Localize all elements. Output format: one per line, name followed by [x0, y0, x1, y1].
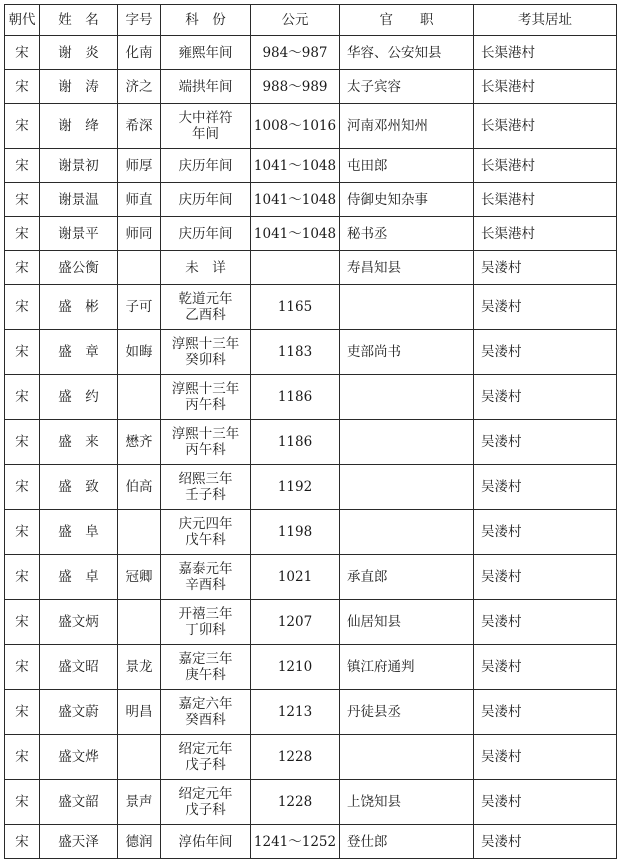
name-cell: 盛文蔚 — [40, 690, 118, 735]
dynasty-cell: 宋 — [5, 690, 40, 735]
residence-cell: 吴溇村 — [474, 251, 617, 285]
office-cell: 秘书丞 — [340, 217, 474, 251]
ad-year-cell: 1228 — [251, 735, 340, 780]
ad-year-cell: 988～989 — [251, 70, 340, 104]
ad-year-cell: 1228 — [251, 780, 340, 825]
dynasty-cell: 宋 — [5, 217, 40, 251]
ad-year-cell: 1192 — [251, 465, 340, 510]
courtesy-name-cell: 德润 — [118, 825, 161, 859]
residence-cell: 吴溇村 — [474, 510, 617, 555]
name-cell: 盛 阜 — [40, 510, 118, 555]
table-row — [5, 36, 617, 70]
office-cell — [340, 285, 474, 330]
ad-year-cell: 1183 — [251, 330, 340, 375]
courtesy-name-cell: 希深 — [118, 104, 161, 149]
office-cell: 吏部尚书 — [340, 330, 474, 375]
courtesy-name-cell — [118, 375, 161, 420]
exam-year-cell: 庆历年间 — [161, 183, 251, 217]
table-row — [5, 70, 617, 104]
dynasty-cell: 宋 — [5, 645, 40, 690]
exam-year-cell: 淳佑年间 — [161, 825, 251, 859]
table-row — [5, 825, 617, 859]
exam-year-cell: 端拱年间 — [161, 70, 251, 104]
office-cell: 华容、公安知县 — [340, 36, 474, 70]
name-cell: 盛公衡 — [40, 251, 118, 285]
ad-year-cell: 1207 — [251, 600, 340, 645]
ad-year-cell: 1213 — [251, 690, 340, 735]
residence-cell: 吴溇村 — [474, 330, 617, 375]
dynasty-cell: 宋 — [5, 780, 40, 825]
ad-year-cell: 1041～1048 — [251, 183, 340, 217]
name-cell: 盛 彬 — [40, 285, 118, 330]
courtesy-name-cell: 明昌 — [118, 690, 161, 735]
table-row — [5, 645, 617, 690]
dynasty-cell: 宋 — [5, 465, 40, 510]
residence-cell: 吴溇村 — [474, 645, 617, 690]
name-cell: 盛 约 — [40, 375, 118, 420]
name-cell: 盛 致 — [40, 465, 118, 510]
courtesy-name-cell — [118, 510, 161, 555]
courtesy-name-cell: 懋齐 — [118, 420, 161, 465]
table-row — [5, 149, 617, 183]
header-courtesy-name: 字号 — [118, 5, 161, 36]
name-cell: 盛文烨 — [40, 735, 118, 780]
dynasty-cell: 宋 — [5, 183, 40, 217]
office-cell: 镇江府通判 — [340, 645, 474, 690]
table-row — [5, 251, 617, 285]
table-row — [5, 735, 617, 780]
office-cell: 河南邓州知州 — [340, 104, 474, 149]
dynasty-cell: 宋 — [5, 375, 40, 420]
table-row — [5, 375, 617, 420]
office-cell — [340, 510, 474, 555]
table-row — [5, 780, 617, 825]
ad-year-cell: 1165 — [251, 285, 340, 330]
dynasty-cell: 宋 — [5, 600, 40, 645]
office-cell — [340, 735, 474, 780]
dynasty-cell: 宋 — [5, 420, 40, 465]
residence-cell: 吴溇村 — [474, 780, 617, 825]
exam-year-cell: 开禧三年 丁卯科 — [161, 600, 251, 645]
table-row — [5, 510, 617, 555]
courtesy-name-cell: 如晦 — [118, 330, 161, 375]
residence-cell: 吴溇村 — [474, 555, 617, 600]
residence-cell: 吴溇村 — [474, 465, 617, 510]
header-office: 官 职 — [340, 5, 474, 36]
table-row — [5, 217, 617, 251]
dynasty-cell: 宋 — [5, 330, 40, 375]
name-cell: 盛文昭 — [40, 645, 118, 690]
courtesy-name-cell: 景龙 — [118, 645, 161, 690]
name-cell: 盛 来 — [40, 420, 118, 465]
courtesy-name-cell — [118, 251, 161, 285]
ad-year-cell: 1008～1016 — [251, 104, 340, 149]
residence-cell: 吴溇村 — [474, 285, 617, 330]
exam-year-cell: 嘉泰元年 辛酉科 — [161, 555, 251, 600]
exam-year-cell: 淳熙十三年 丙午科 — [161, 420, 251, 465]
name-cell: 谢景初 — [40, 149, 118, 183]
name-cell: 盛天泽 — [40, 825, 118, 859]
ad-year-cell: 1210 — [251, 645, 340, 690]
dynasty-cell: 宋 — [5, 70, 40, 104]
dynasty-cell: 宋 — [5, 104, 40, 149]
residence-cell: 吴溇村 — [474, 600, 617, 645]
exam-year-cell: 未 详 — [161, 251, 251, 285]
residence-cell: 长渠港村 — [474, 36, 617, 70]
office-cell: 寿昌知县 — [340, 251, 474, 285]
courtesy-name-cell: 济之 — [118, 70, 161, 104]
dynasty-cell: 宋 — [5, 36, 40, 70]
residence-cell: 长渠港村 — [474, 70, 617, 104]
ad-year-cell: 1186 — [251, 375, 340, 420]
residence-cell: 长渠港村 — [474, 217, 617, 251]
residence-cell: 吴溇村 — [474, 690, 617, 735]
exam-year-cell: 雍熙年间 — [161, 36, 251, 70]
exam-year-cell: 大中祥符 年间 — [161, 104, 251, 149]
office-cell: 承直郎 — [340, 555, 474, 600]
exam-year-cell: 绍定元年 戊子科 — [161, 735, 251, 780]
ad-year-cell: 1041～1048 — [251, 149, 340, 183]
header-exam-year: 科 份 — [161, 5, 251, 36]
courtesy-name-cell: 师同 — [118, 217, 161, 251]
table-row — [5, 600, 617, 645]
dynasty-cell: 宋 — [5, 149, 40, 183]
table-row — [5, 285, 617, 330]
residence-cell: 吴溇村 — [474, 420, 617, 465]
header-ad-year: 公元 — [251, 5, 340, 36]
office-cell — [340, 375, 474, 420]
office-cell — [340, 420, 474, 465]
name-cell: 盛 卓 — [40, 555, 118, 600]
office-cell: 太子宾容 — [340, 70, 474, 104]
header-dynasty: 朝代 — [5, 5, 40, 36]
residence-cell: 长渠港村 — [474, 183, 617, 217]
office-cell — [340, 465, 474, 510]
ad-year-cell: 1021 — [251, 555, 340, 600]
office-cell: 丹徒县丞 — [340, 690, 474, 735]
name-cell: 盛文炳 — [40, 600, 118, 645]
exam-year-cell: 庆历年间 — [161, 217, 251, 251]
courtesy-name-cell — [118, 600, 161, 645]
dynasty-cell: 宋 — [5, 285, 40, 330]
ad-year-cell: 984～987 — [251, 36, 340, 70]
table-row — [5, 555, 617, 600]
courtesy-name-cell: 师直 — [118, 183, 161, 217]
exam-year-cell: 绍定元年 戊子科 — [161, 780, 251, 825]
exam-year-cell: 乾道元年 乙酉科 — [161, 285, 251, 330]
header-residence: 考其居址 — [474, 5, 617, 36]
table-row — [5, 330, 617, 375]
dynasty-cell: 宋 — [5, 555, 40, 600]
residence-cell: 长渠港村 — [474, 149, 617, 183]
office-cell: 仙居知县 — [340, 600, 474, 645]
name-cell: 谢 绛 — [40, 104, 118, 149]
courtesy-name-cell: 子可 — [118, 285, 161, 330]
ad-year-cell: 1041～1048 — [251, 217, 340, 251]
exam-year-cell: 嘉定三年 庚午科 — [161, 645, 251, 690]
residence-cell: 吴溇村 — [474, 825, 617, 859]
office-cell: 屯田郎 — [340, 149, 474, 183]
courtesy-name-cell: 化南 — [118, 36, 161, 70]
exam-year-cell: 庆元四年 戊午科 — [161, 510, 251, 555]
exam-year-cell: 庆历年间 — [161, 149, 251, 183]
residence-cell: 吴溇村 — [474, 735, 617, 780]
courtesy-name-cell — [118, 735, 161, 780]
table-row — [5, 690, 617, 735]
header-name: 姓 名 — [40, 5, 118, 36]
name-cell: 谢景平 — [40, 217, 118, 251]
office-cell: 侍御史知杂事 — [340, 183, 474, 217]
name-cell: 盛 章 — [40, 330, 118, 375]
name-cell: 盛文韶 — [40, 780, 118, 825]
name-cell: 谢景温 — [40, 183, 118, 217]
courtesy-name-cell: 景声 — [118, 780, 161, 825]
officials-table — [4, 4, 617, 859]
courtesy-name-cell: 冠卿 — [118, 555, 161, 600]
residence-cell: 吴溇村 — [474, 375, 617, 420]
ad-year-cell — [251, 251, 340, 285]
dynasty-cell: 宋 — [5, 735, 40, 780]
exam-year-cell: 嘉定六年 癸酉科 — [161, 690, 251, 735]
residence-cell: 长渠港村 — [474, 104, 617, 149]
header-row — [5, 5, 617, 36]
office-cell: 上饶知县 — [340, 780, 474, 825]
dynasty-cell: 宋 — [5, 251, 40, 285]
table-row — [5, 465, 617, 510]
exam-year-cell: 淳熙十三年 丙午科 — [161, 375, 251, 420]
courtesy-name-cell: 师厚 — [118, 149, 161, 183]
name-cell: 谢 炎 — [40, 36, 118, 70]
dynasty-cell: 宋 — [5, 825, 40, 859]
office-cell: 登仕郎 — [340, 825, 474, 859]
ad-year-cell: 1186 — [251, 420, 340, 465]
exam-year-cell: 淳熙十三年 癸卯科 — [161, 330, 251, 375]
ad-year-cell: 1241～1252 — [251, 825, 340, 859]
table-row — [5, 183, 617, 217]
table-row — [5, 104, 617, 149]
name-cell: 谢 涛 — [40, 70, 118, 104]
ad-year-cell: 1198 — [251, 510, 340, 555]
exam-year-cell: 绍熙三年 壬子科 — [161, 465, 251, 510]
dynasty-cell: 宋 — [5, 510, 40, 555]
table-row — [5, 420, 617, 465]
courtesy-name-cell: 伯高 — [118, 465, 161, 510]
